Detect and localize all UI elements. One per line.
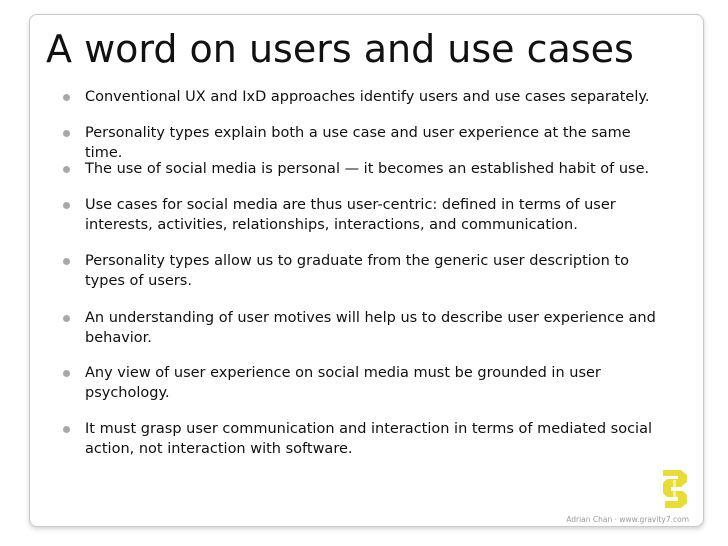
bullet-item	[63, 363, 663, 403]
bullet-text: The use of social media is personal — it becomes an established habit of use.	[85, 161, 650, 177]
bullet-dot-icon	[63, 426, 70, 433]
bullet-item	[63, 159, 663, 179]
bullet-item	[63, 251, 663, 291]
slide-title: A word on users and use cases	[46, 27, 634, 71]
footer-credit: Adrian Chan · www.gravity7.com	[566, 515, 689, 524]
slide	[29, 14, 704, 527]
bullet-item	[63, 419, 663, 459]
bullet-item	[63, 195, 663, 235]
bullet-text: Use cases for social media are thus user-centric: defined in terms of user interests, activities, relationships, interactions, and communication.	[85, 197, 616, 233]
bullet-item	[63, 123, 663, 163]
bullet-text: It must grasp user communication and interaction in terms of mediated social action, not interaction with software.	[85, 421, 652, 457]
bullet-text: Personality types allow us to graduate from the generic user description to types of users.	[85, 253, 630, 289]
bullet-dot-icon	[63, 130, 70, 137]
bullet-item	[63, 87, 663, 107]
bullet-dot-icon	[63, 94, 70, 101]
bullet-item	[63, 308, 663, 348]
bullet-dot-icon	[63, 202, 70, 209]
bullet-dot-icon	[63, 370, 70, 377]
bullet-text: Conventional UX and IxD approaches identify users and use cases separately.	[85, 89, 650, 105]
bullet-text: An understanding of user motives will help us to describe user experience and behavior.	[85, 310, 656, 346]
bullet-dot-icon	[63, 258, 70, 265]
bullet-dot-icon	[63, 166, 70, 173]
bullet-text: Personality types explain both a use case and user experience at the same time.	[85, 125, 631, 161]
bullet-dot-icon	[63, 315, 70, 322]
bullet-text: Any view of user experience on social media must be grounded in user psychology.	[85, 365, 601, 401]
gravity7-logo-icon	[661, 468, 689, 508]
